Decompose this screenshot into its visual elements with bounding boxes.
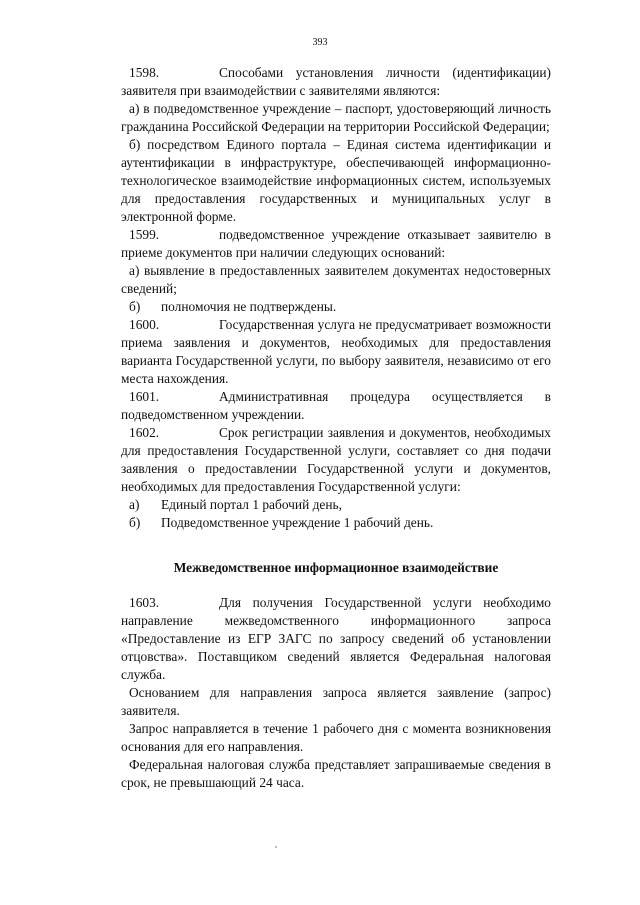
paragraph-text: Способами установления личности (идентификации) заявителя при взаимодействии с заявителями являются: <box>121 65 551 98</box>
paragraph-basis: Основанием для направления запроса является заявление (запрос) заявителя. <box>121 685 551 718</box>
list-marker: б) <box>129 515 141 530</box>
paragraph-number: 1603. <box>129 595 160 610</box>
page-number: 393 <box>312 37 328 48</box>
paragraph-1598 <box>121 64 551 100</box>
paragraph-1603 <box>121 594 551 684</box>
list-item-b: б) посредством Единого портала – Единая система идентификации и аутентификации в инфраструктуре, обеспечивающей информационно-технологическое взаимодействие информационных систем, используемых для предоставления государственных и муниципальных услуг в электронной форме. <box>121 137 551 224</box>
paragraph-number: 1598. <box>129 65 160 80</box>
list-item-a: а) выявление в предоставленных заявителем документах недостоверных сведений; <box>121 263 551 296</box>
paragraph-text: Административная процедура осуществляется в подведомственном учреждении. <box>121 389 551 422</box>
list-item-b <box>121 514 551 532</box>
paragraph-text: Срок регистрации заявления и документов, необходимых для предоставления Государственной услуги, составляет со дня подачи заявления о предоставлении Государственной услуги и документов, необходимых для предоставления Государственной услуги: <box>121 425 551 494</box>
paragraph-number: 1601. <box>129 389 160 404</box>
list-text: Единый портал 1 рабочий день, <box>161 497 342 512</box>
paragraph-text: Для получения Государственной услуги необходимо направление межведомственного информационного запроса «Предоставление из ЕГР ЗАГС по запросу сведений об установлении отцовства». Поставщиком сведений является Федеральная налоговая служба. <box>121 595 551 682</box>
list-item-a: а) в подведомственное учреждение – паспорт, удостоверяющий личность гражданина Российской Федерации на территории Российской Федерации; <box>121 101 551 134</box>
paragraph-number: 1600. <box>129 317 160 332</box>
paragraph-number: 1602. <box>129 425 160 440</box>
list-marker: а) <box>129 497 140 512</box>
paragraph-1601 <box>121 388 551 424</box>
paragraph-1600 <box>121 316 551 388</box>
paragraph-text: Государственная услуга не предусматривает возможности приема заявления и документов, необходимых для предоставления варианта Государственной услуги, по выбору заявителя, независимо от его места нахождения. <box>121 317 551 386</box>
list-text: Подведомственное учреждение 1 рабочий день. <box>161 515 434 530</box>
paragraph-number: 1599. <box>129 227 160 242</box>
scan-speck <box>275 846 277 848</box>
section-heading: Межведомственное информационное взаимодействие <box>173 560 499 575</box>
paragraph-1602 <box>121 424 551 496</box>
paragraph-text: подведомственное учреждение отказывает заявителю в приеме документов при наличии следующих оснований: <box>121 227 551 260</box>
list-item-a <box>121 496 551 514</box>
list-text: полномочия не подтверждены. <box>161 299 337 314</box>
paragraph-1599 <box>121 226 551 262</box>
list-item-b <box>121 298 551 316</box>
paragraph-request: Запрос направляется в течение 1 рабочего дня с момента возникновения основания для его направления. <box>121 721 551 754</box>
document-body <box>121 64 551 792</box>
paragraph-fns: Федеральная налоговая служба представляет запрашиваемые сведения в срок, не превышающий 24 часа. <box>121 757 551 790</box>
list-marker: б) <box>129 299 141 314</box>
